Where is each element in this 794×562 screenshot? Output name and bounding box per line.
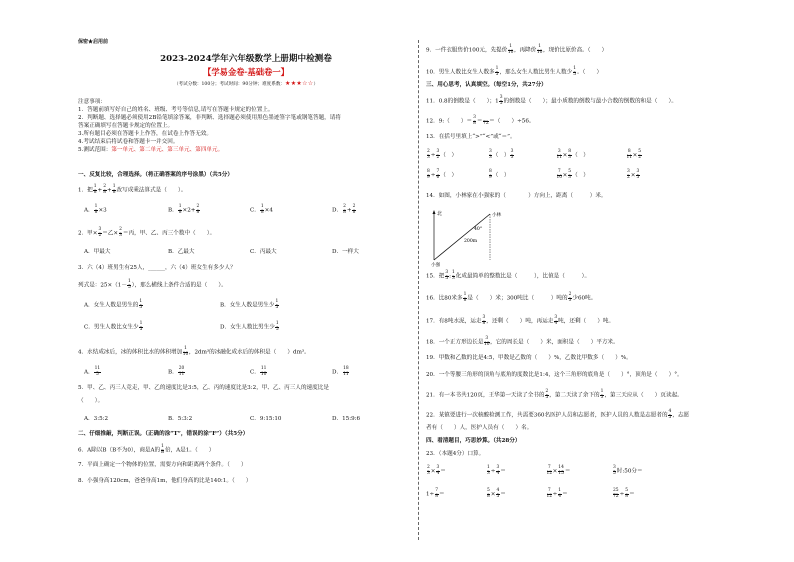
q2-text-mid: ＝乙× xyxy=(102,230,119,237)
question-14: 14．如图，小林家在小强家的（ ）方向上，距离（ ）米。 xyxy=(426,193,607,199)
q6-text-end: 倍，A是1。（ ） xyxy=(164,447,215,454)
north-label: 北 xyxy=(437,211,443,217)
q17-text: 17．有8吨水泥，运走 xyxy=(426,318,482,325)
note-line: 4.考试结束后将试卷和答题卡一并交回。 xyxy=(78,139,179,145)
q10-text-mid: ，那么女生人数比男生人数少 xyxy=(499,69,573,76)
option-label: A． xyxy=(84,369,94,376)
notes-heading: 注意事项： xyxy=(78,99,106,105)
question-17: 17．有8吨水泥，运走 $\frac{3}{8}$ ，还剩（ ）吨，再运走 $\frac{3}{4}$ 吨，还剩（ ）吨。 xyxy=(426,315,615,326)
column-divider xyxy=(418,40,419,540)
option-label: C．男生人数比女生少 xyxy=(84,324,139,331)
distance-label: 200m xyxy=(464,239,478,244)
q3-option-a[interactable]: A．女生人数是男生的 $\frac{1}{5}$ xyxy=(84,299,143,310)
difficulty-stars: ★★★☆☆ xyxy=(285,80,314,87)
q1-option-a[interactable]: A． $\frac{1}{8}$ ×3 xyxy=(84,204,107,215)
q9-text: 9．一件衣服售价100元，先提价 xyxy=(426,47,508,54)
question-5-b: （ ）。 xyxy=(78,398,104,404)
compare-item: $\frac{3}{3}$ （ ） $\frac{3}{3}$ xyxy=(489,149,514,160)
option-label: A．女生人数是男生的 xyxy=(84,302,139,309)
compare-item: $\frac{2}{3}$ ÷ $\frac{3}{2}$ （ ） xyxy=(427,149,458,160)
q5-option-c[interactable]: C．9:15:10 xyxy=(250,416,282,422)
question-21: 21．有一本书共120页，王华第一天读了全书的 $\frac{2}{5}$ ，第二天读了余下的 $\frac{1}{3}$ ，第三天应从（ ）页读起。 xyxy=(426,389,683,400)
question-8: 8．小强身高120cm，爸爸身高1m，他们身高的比是140:1。（ ） xyxy=(78,478,252,484)
scope-label: 5.测试范围： xyxy=(78,147,112,153)
q16-text-end: 少60吨。 xyxy=(572,295,597,302)
scope-value: 第一单元、第二单元、第三单元、第四单元。 xyxy=(111,147,224,153)
section-1-heading: 一、反复比较，合理选择。（将正确答案的序号涂黑）（共5分） xyxy=(78,172,233,178)
q3-option-d[interactable]: D．女生人数比男生少 $\frac{1}{5}$ xyxy=(220,321,279,332)
question-10: 10．男生人数比女生人数多 $\frac{1}{5}$ ，那么女生人数比男生人数少 $\frac{1}{5}$ 。（ ） xyxy=(426,66,603,77)
question-15: 15．把 $\frac{3}{5}$ : $\frac{1}{3}$ 化成最简单的整数比是（ ），比值是（ ）。 xyxy=(426,270,591,281)
compare-item: $\frac{8}{9}$ ÷ $\frac{7}{6}$ （ ） xyxy=(427,169,458,180)
q22-text: 22．某镇要进行一次核酸检测工作，共需要360名医护人员和志愿者，医护人员的人数是志愿者的 xyxy=(426,412,668,419)
question-18: 18．一个正方形边长是 $\frac{3}{10}$ ，它的周长是（ ）米，面积是（ ）平方米。 xyxy=(426,336,619,347)
exam-meta-text: （考试分数：100分；考试时间：90分钟；难度系数： xyxy=(173,82,286,87)
option-label: A． xyxy=(84,207,94,214)
question-6: 6．A除以B（B不为0），商是A的 $\frac{1}{B}$ 倍，A是1。（ ） xyxy=(78,444,215,455)
question-7: 7．平面上确定一个物体的位置，需要方向和距离两个条件。（ ） xyxy=(78,462,247,468)
qiang-label: 小强 xyxy=(431,263,441,268)
page-subtitle: 【学易金卷·基础卷一】 xyxy=(203,67,289,77)
q10-text: 10．男生人数比女生人数多 xyxy=(426,69,495,76)
secret-label: 保密★启用前 xyxy=(78,39,109,45)
note-line: 答案正确填写在答题卡规定的位置上。 xyxy=(78,123,174,129)
q21-text-end: ，第三天应从（ ）页读起。 xyxy=(604,392,683,399)
q17-text-mid: ，还剩（ ）吨，再运走 xyxy=(486,318,554,325)
note-line: 2．判断题、选择题必须使用2B铅笔填涂答案，非判断、选择题必须使用黑色墨迹签字笔或钢笔答题，请将 xyxy=(78,115,341,121)
question-23: 23．（本题4分）口算。 xyxy=(426,451,485,457)
q3-option-c[interactable]: C．男生人数比女生少 $\frac{1}{5}$ xyxy=(84,321,143,332)
q17-text-end: 吨，还剩（ ）吨。 xyxy=(558,318,615,325)
question-22: 22．某镇要进行一次核酸检测工作，共需要360名医护人员和志愿者，医护人员的人数是志愿者的 $\frac{4}{5}$ ，志愿 xyxy=(426,409,690,420)
question-11: 11．0.8的倒数是（ ）；1 $\frac{3}{5}$ 的倒数是（ ）；最小质数的倒数与最小合数的倒数的和是（ ）。 xyxy=(426,95,677,106)
exam-meta-end: ） xyxy=(313,82,319,87)
section-4-heading: 四、看清题目，巧思妙算。（共28分） xyxy=(426,438,521,444)
option-label: D． xyxy=(332,369,343,376)
q2-option-a[interactable]: A．甲最大 xyxy=(84,249,111,255)
q4-text-end: ，2dm³的冰融化成水后的体积是（ ）dm³。 xyxy=(188,349,310,356)
question-20: 20．一个等腰三角形的顶角与底角的度数比是1:4，这个三角形的底角是（ ）°，顶角是（ ）°。 xyxy=(426,372,683,378)
compare-item: $\frac{8}{9}$ （ ） xyxy=(489,169,510,180)
compare-item: $\frac{3}{11}$ × $\frac{8}{3}$ （ ） xyxy=(556,149,589,160)
q2-option-b[interactable]: B．乙最大 xyxy=(168,249,195,255)
q6-text: 6．A除以B（B不为0），商是A的 xyxy=(78,447,161,454)
option-label: C． xyxy=(250,207,260,214)
question-3: 3．六（4）班男生有25人，______，六（4）班女生有多少人？ xyxy=(78,265,236,271)
right-column xyxy=(426,0,766,562)
mental-calc-item: $\frac{7}{12}$ ÷ $\frac{1}{4}$ ＝ xyxy=(546,488,568,499)
section-2-heading: 二、仔细推敲，判断正误。（正确的涂“T”，错误的涂“F”）（共5分） xyxy=(78,431,249,437)
path-line xyxy=(434,214,490,260)
q1-text-end: 改写成乘法算式是（ ）。 xyxy=(116,187,187,194)
compare-item: $\frac{3}{2}$ × $\frac{3}{5}$ xyxy=(627,169,640,180)
note-line: 3.所有题目必须在答题卡上作答，在试卷上作答无效。 xyxy=(78,131,212,137)
q21-text-mid: ，第二天读了余下的 xyxy=(549,392,600,399)
q22-text-end: ，志愿 xyxy=(672,412,690,419)
question-9: 9．一件衣服售价100元，先提价 $\frac{1}{10}$ ，再降价 $\frac{1}{10}$ ，现价比原价高。（ ） xyxy=(426,44,608,55)
q4-option-a[interactable]: A． $\frac{11}{5}$ xyxy=(84,366,101,377)
q12-text-end: ＝（ ）÷56。 xyxy=(489,118,535,125)
q11-text: 11．0.8的倒数是（ ）； xyxy=(426,98,496,105)
q1-option-b[interactable]: B． $\frac{1}{8}$ ×2+ $\frac{2}{8}$ xyxy=(168,204,200,215)
q5-option-a[interactable]: A．3:5:2 xyxy=(84,416,109,422)
q4-option-c[interactable]: C． $\frac{11}{10}$ xyxy=(250,366,267,377)
question-3-formula: 列式是：25×（1－ $\frac{1}{5}$ ），那么横线上条件合适的是（ ）。 xyxy=(78,279,227,290)
compare-item: $\frac{7}{10}$ × $\frac{5}{3}$ （ ） xyxy=(556,169,589,180)
left-column xyxy=(78,0,414,562)
mental-calc-item: $\frac{2}{3}$ × $\frac{3}{4}$ ＝ xyxy=(427,465,446,476)
q9-text-mid: ，再降价 xyxy=(513,47,537,54)
mental-calc-item: $\frac{3}{5}$ 时:50分＝ xyxy=(613,465,643,476)
question-1: 1．把 $\frac{1}{8}$ + $\frac{2}{8}$ + $\frac{1}{8}$ 改写成乘法算式是（ ）。 xyxy=(78,184,187,195)
q18-text: 18．一个正方形边长是 xyxy=(426,339,484,346)
q5-option-b[interactable]: B．5:3:2 xyxy=(168,416,193,422)
question-12: 12．9:（ ）＝ $\frac{3}{8}$ ＝ 72 ＝（ ）÷56。 xyxy=(426,115,535,126)
exam-meta xyxy=(78,80,414,87)
q3-option-b[interactable]: B．女生人数是男生少 $\frac{1}{5}$ xyxy=(220,299,279,310)
question-13: 13．在括号里填上“>”“<”或“＝”。 xyxy=(426,134,516,140)
q3-formula-end: ），那么横线上条件合适的是（ ）。 xyxy=(131,282,227,289)
option-label: B．女生人数是男生少 xyxy=(220,302,275,309)
q15-text-end: 化成最简单的整数比是（ ），比值是（ ）。 xyxy=(455,273,591,280)
north-arrow-icon xyxy=(433,210,436,214)
mental-calc-item: $\frac{7}{12}$ × $\frac{14}{15}$ ＝ xyxy=(546,465,571,476)
mental-calc-item: $\frac{25}{72}$ ÷ $\frac{5}{8}$ ＝ xyxy=(613,488,635,499)
direction-diagram xyxy=(430,208,520,268)
mental-calc-item: $\frac{5}{8}$ × $\frac{4}{5}$ ＝ xyxy=(487,488,506,499)
q4-option-d[interactable]: D． $\frac{18}{11}$ xyxy=(332,366,349,377)
q2-text: 2．甲× xyxy=(78,230,98,237)
angle-label: 40° xyxy=(474,227,483,232)
question-2: 2．甲× $\frac{3}{2}$ ＝乙× $\frac{2}{3}$ ＝丙，甲、乙、丙三个数中（ ）。 xyxy=(78,227,216,238)
mental-calc-item: 1÷ $\frac{7}{8}$ ＝ xyxy=(426,488,445,499)
q2-option-d[interactable]: D．一样大 xyxy=(332,249,359,255)
q5-option-d[interactable]: D．15:9:6 xyxy=(332,416,361,422)
q2-option-c[interactable]: C．丙最大 xyxy=(250,249,277,255)
q16-text-mid: 是（ ）米；300吨比（ ）吨的 xyxy=(467,295,568,302)
question-5: 5．甲、乙、丙三人竞走，甲、乙的速度比是3:5，乙、丙的速度比是3:2，甲、乙、丙三人的速度比是 xyxy=(78,385,329,391)
q12-text-mid: ＝ xyxy=(476,118,483,125)
mental-calc-item: $\frac{1}{3}$ ÷ $\frac{3}{4}$ ＝ xyxy=(487,465,506,476)
option-label: D．女生人数比男生少 xyxy=(220,324,275,331)
lin-label: 小林 xyxy=(492,213,502,218)
section-3-heading: 三、用心思考，认真填空。（每空1分，共27分） xyxy=(426,82,547,88)
q16-text: 16．比80米多 xyxy=(426,295,463,302)
option-label: D． xyxy=(332,207,343,214)
option-label: B． xyxy=(168,207,178,214)
q10-text-end: 。（ ） xyxy=(576,69,603,76)
q1-option-c[interactable]: C． $\frac{1}{8}$ ×4 xyxy=(250,204,273,215)
q15-text: 15．把 xyxy=(426,273,445,280)
compare-item: $\frac{8}{11}$ × $\frac{5}{2}$ xyxy=(626,149,642,160)
q4-text: 4．水结成冰后，冰的体积比水的体积增加 xyxy=(78,349,183,356)
test-scope xyxy=(78,147,223,154)
question-22-b: 者有（ ）人，医护人员有（ ）名。 xyxy=(426,425,533,431)
q9-text-end: ，现价比原价高。（ ） xyxy=(542,47,608,54)
page-title: 2023-2024学年六年级数学上册期中检测卷 xyxy=(160,54,332,64)
note-line: 1．答题前填写好自己的姓名、班级、考号等信息,请写在答题卡规定的位置上。 xyxy=(78,107,274,113)
option-label: B． xyxy=(168,369,178,376)
q2-text-end: ＝丙，甲、乙、丙三个数中（ ）。 xyxy=(122,230,216,237)
q4-option-b[interactable]: B． $\frac{20}{11}$ xyxy=(168,366,185,377)
option-label: C． xyxy=(250,369,260,376)
question-4: 4．水结成冰后，冰的体积比水的体积增加 $\frac{1}{10}$ ，2dm³的冰融化成水后的体积是（ ）dm³。 xyxy=(78,346,310,357)
q3-formula: 列式是：25×（1－ xyxy=(78,282,127,289)
q18-text-end: ，它的周长是（ ）米，面积是（ ）平方米。 xyxy=(490,339,619,346)
q11-text-end: 的倒数是（ ）；最小质数的倒数与最小合数的倒数的和是（ ）。 xyxy=(503,98,677,105)
q21-text: 21．有一本书共120页，王华第一天读了全书的 xyxy=(426,392,545,399)
q1-text: 1．把 xyxy=(78,187,93,194)
q12-text: 12．9:（ ）＝ xyxy=(426,118,473,125)
question-16: 16．比80米多 $\frac{1}{8}$ 是（ ）米；300吨比（ ）吨的 $\frac{2}{3}$ 少60吨。 xyxy=(426,292,597,303)
question-19: 19．甲数和乙数的比是4:5，甲数是乙数的（ ）%，乙数比甲数多（ ）%。 xyxy=(426,355,632,361)
q1-option-d[interactable]: D． $\frac{2}{8}$ + $\frac{2}{8}$ xyxy=(332,204,356,215)
